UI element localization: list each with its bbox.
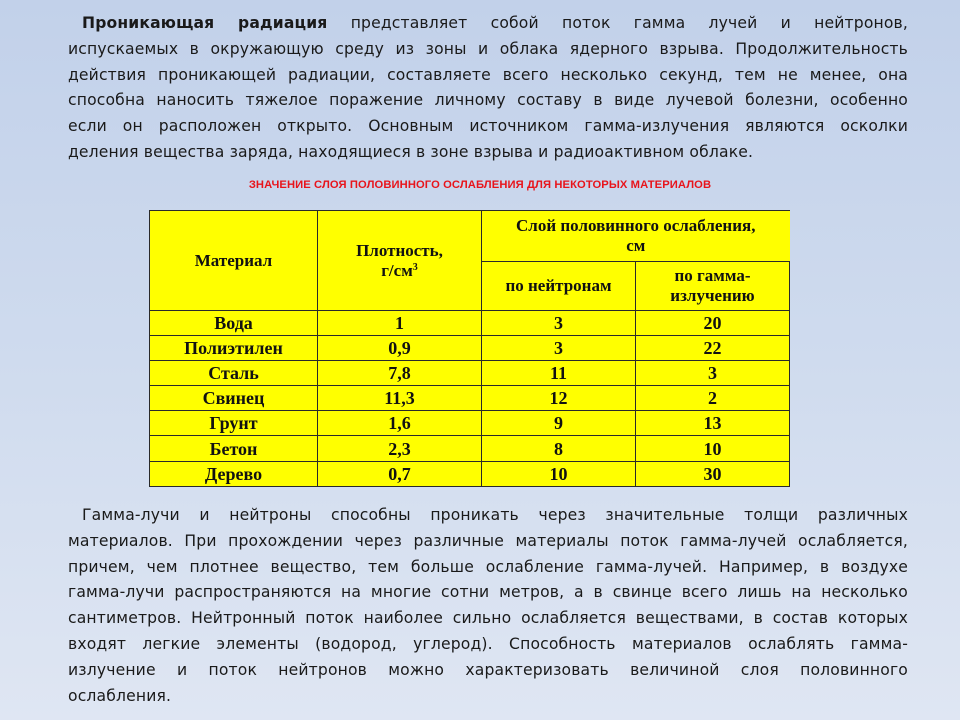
intro-line: способна наносить тяжелое поражение личному составу в виде лучевой болезни, особенно bbox=[68, 91, 908, 110]
cell-density: 2,3 bbox=[318, 436, 482, 461]
table-row bbox=[150, 386, 790, 411]
table-row bbox=[150, 436, 790, 461]
header-gamma-text: по гамма-излучению bbox=[670, 266, 755, 305]
table-row bbox=[150, 361, 790, 386]
cell-material: Грунт bbox=[150, 411, 318, 436]
body-paragraph bbox=[68, 503, 908, 709]
intro-paragraph bbox=[68, 11, 908, 166]
cell-neutrons: 11 bbox=[482, 361, 636, 386]
table-caption: ЗНАЧЕНИЕ СЛОЯ ПОЛОВИННОГО ОСЛАБЛЕНИЯ ДЛЯ НЕКОТОРЫХ МАТЕРИАЛОВ bbox=[248, 179, 712, 191]
half-value-layer-table bbox=[149, 210, 790, 487]
body-line: ослабления. bbox=[68, 686, 172, 705]
table-row bbox=[150, 461, 790, 486]
cell-neutrons: 3 bbox=[482, 311, 636, 336]
body-line: сантиметров. Нейтронный поток наиболее сильно ослабляется веществами, в состав которых bbox=[68, 609, 908, 628]
header-density-unit: г/см bbox=[381, 260, 413, 280]
cell-material: Полиэтилен bbox=[150, 336, 318, 361]
cell-gamma: 10 bbox=[636, 436, 790, 461]
body-line: причем, чем плотнее вещество, тем больше ослабление гамма-лучей. Например, в воздухе bbox=[68, 557, 908, 576]
cell-density: 7,8 bbox=[318, 361, 482, 386]
body-line: входят легкие элементы (водород, углерод). Способность материалов ослаблять гамма- bbox=[68, 634, 908, 653]
intro-line-text: представляет собой поток гамма лучей и нейтронов, bbox=[350, 14, 909, 32]
body-line-text: Гамма-лучи и нейтроны способны проникать через значительные толщи различных bbox=[82, 506, 908, 524]
intro-line: деления вещества заряда, находящиеся в зоне взрыва и радиоактивном облаке. bbox=[68, 142, 754, 161]
cell-density: 1,6 bbox=[318, 411, 482, 436]
body-line: гамма-лучи распространяются на многие сотни метров, а в свинце всего лишь на несколько bbox=[68, 583, 908, 602]
table-row bbox=[150, 411, 790, 436]
header-half-value-layer bbox=[482, 211, 790, 262]
cell-gamma: 13 bbox=[636, 411, 790, 436]
cell-material: Свинец bbox=[150, 386, 318, 411]
intro-line bbox=[68, 11, 908, 37]
table-row bbox=[150, 311, 790, 336]
header-half-value-layer-text: Слой половинного ослабления, см bbox=[516, 216, 756, 255]
cell-gamma: 3 bbox=[636, 361, 790, 386]
intro-bold-lead: Проникающая радиация bbox=[82, 14, 328, 32]
header-neutrons: по нейтронам bbox=[482, 262, 636, 311]
header-density-label: Плотность, bbox=[356, 240, 443, 260]
body-line: излучение и поток нейтронов можно характеризовать величиной слоя половинного bbox=[68, 660, 908, 679]
header-gamma bbox=[636, 262, 790, 311]
intro-line: испускаемых в окружающую среду из зоны и облака ядерного взрыва. Продолжительность bbox=[68, 39, 908, 58]
cell-neutrons: 9 bbox=[482, 411, 636, 436]
cell-density: 0,7 bbox=[318, 461, 482, 486]
cell-material: Дерево bbox=[150, 461, 318, 486]
cell-gamma: 2 bbox=[636, 386, 790, 411]
cell-gamma: 30 bbox=[636, 461, 790, 486]
intro-line: если он расположен открыто. Основным источником гамма-излучения являются осколки bbox=[68, 117, 908, 136]
cell-gamma: 20 bbox=[636, 311, 790, 336]
intro-line: действия проникающей радиации, составляете всего несколько секунд, тем не менее, она bbox=[68, 65, 908, 84]
cell-neutrons: 10 bbox=[482, 461, 636, 486]
cell-density: 1 bbox=[318, 311, 482, 336]
cell-material: Вода bbox=[150, 311, 318, 336]
cell-neutrons: 3 bbox=[482, 336, 636, 361]
cell-density: 0,9 bbox=[318, 336, 482, 361]
cell-material: Сталь bbox=[150, 361, 318, 386]
header-material: Материал bbox=[150, 211, 318, 311]
cell-neutrons: 8 bbox=[482, 436, 636, 461]
body-line: материалов. При прохождении через различные материалы поток гамма-лучей ослабляется, bbox=[68, 531, 908, 550]
cell-neutrons: 12 bbox=[482, 386, 636, 411]
cell-gamma: 22 bbox=[636, 336, 790, 361]
cell-material: Бетон bbox=[150, 436, 318, 461]
header-density-unit-sup: 3 bbox=[412, 261, 418, 273]
cell-density: 11,3 bbox=[318, 386, 482, 411]
header-density bbox=[318, 211, 482, 311]
body-line bbox=[68, 503, 908, 529]
table-row bbox=[150, 336, 790, 361]
